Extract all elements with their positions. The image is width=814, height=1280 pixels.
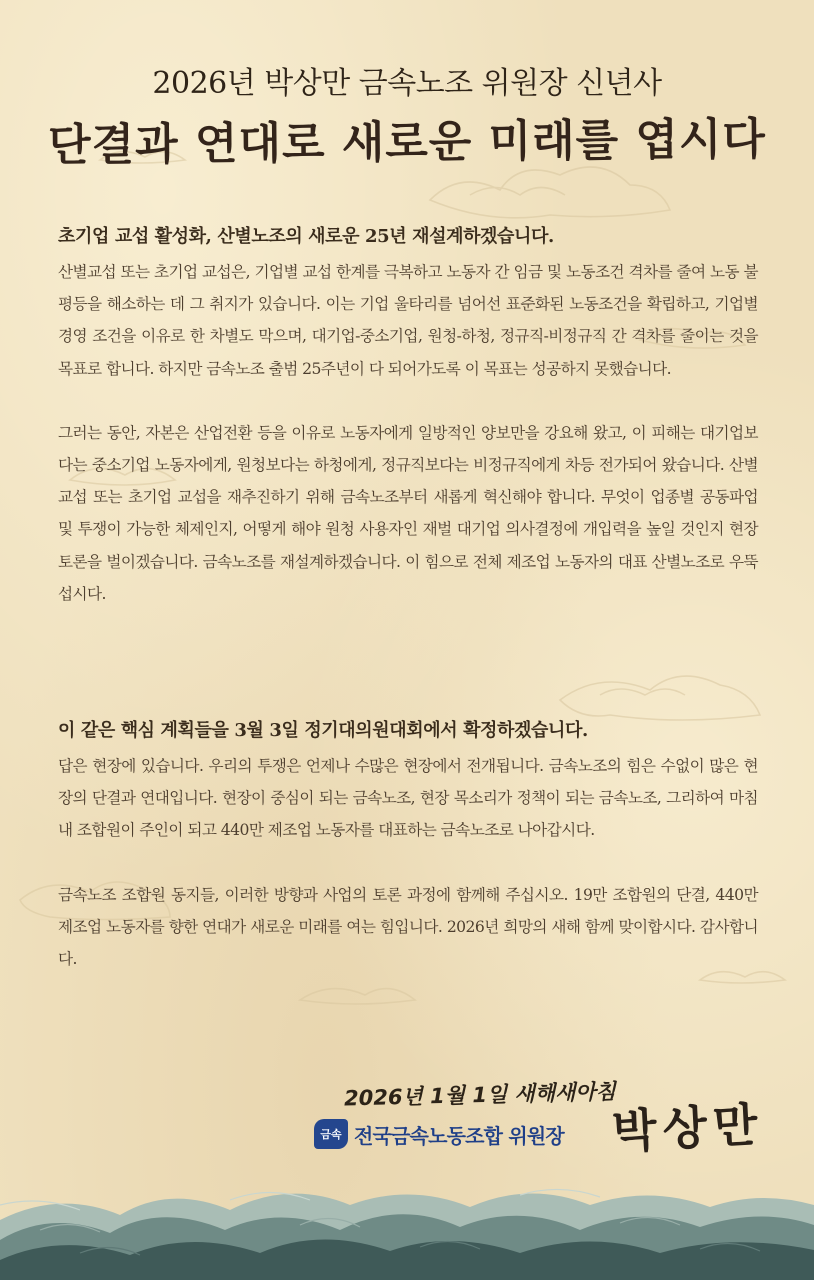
- organization-name: 전국금속노동조합 위원장: [354, 1123, 564, 1148]
- union-logo-icon: 금속: [314, 1119, 348, 1149]
- section-heading: 이 같은 핵심 계획들을 3월 3일 정기대의원대회에서 확정하겠습니다.: [58, 720, 588, 741]
- paragraph: 그러는 동안, 자본은 산업전환 등을 이유로 노동자에게 일방적인 양보만을 강요해 왔고, 이 피해는 대기업보다는 중소기업 노동자에게, 원청보다는 하청에게, 정규직보다는 비정규직에게 차등 전가되어 왔습니다. 산별교섭 또는 초기업 교섭을 재추진하기 위해 금속노조부터 새롭게 혁신해야 합니다. 무엇이 업종별 공동파업 및 투쟁이 가능한 체제인지, 어떻게 해야 원청 사용자인 재벌 대기업 의사결정에 개입력을 높일 것인지 현장 토론을 벌이겠습니다. 금속노조를 재설계하겠습니다. 이 힘으로 전체 제조업 노동자의 대표 산별노조로 우뚝 섭시다.: [58, 423, 758, 603]
- section-1: [58, 222, 758, 610]
- page-title: 단결과 연대로 새로운 미래를 엽시다: [47, 113, 767, 172]
- page-subtitle: 2026년 박상만 금속노조 위원장 신년사: [152, 66, 662, 101]
- organization-line: [314, 1119, 564, 1149]
- section-2: [58, 716, 758, 975]
- paragraph: 답은 현장에 있습니다. 우리의 투쟁은 언제나 수많은 현장에서 전개됩니다. 금속노조의 힘은 수없이 많은 현장의 단결과 연대입니다. 현장이 중심이 되는 금속노조, 현장 목소리가 정책이 되는 금속노조, 그리하여 마침내 조합원이 주인이 되고 440만 제조업 노동자를 대표하는 금속노조로 나아갑시다.: [58, 757, 758, 840]
- paragraph: 금속노조 조합원 동지들, 이러한 방향과 사업의 토론 과정에 함께해 주십시오. 19만 조합원의 단결, 440만 제조업 노동자를 향한 연대가 새로운 미래를 여는 힘입니다. 2026년 희망의 새해 함께 맞이합시다. 감사합니다.: [58, 885, 758, 969]
- signature-date: 2026년 1월 1일 새해새아침: [343, 1079, 617, 1111]
- section-heading: 초기업 교섭 활성화, 산별노조의 새로운 25년 재설계하겠습니다.: [58, 226, 554, 247]
- paragraph: 산별교섭 또는 초기업 교섭은, 기업별 교섭 한계를 극복하고 노동자 간 임금 및 노동조건 격차를 줄여 노동 불평등을 해소하는 데 그 취지가 있습니다. 이는 기업 울타리를 넘어선 표준화된 노동조건을 확립하고, 기업별 경영 조건을 이유로 한 차별도 막으며, 대기업-중소기업, 원청-하청, 정규직-비정규직 간 격차를 줄이는 것을 목표로 합니다. 하지만 금속노조 출범 25주년이 다 되어가도록 이 목표는 성공하지 못했습니다.: [58, 263, 758, 378]
- signature-name: 박상만: [610, 1097, 765, 1159]
- mountain-decoration: [0, 1175, 814, 1280]
